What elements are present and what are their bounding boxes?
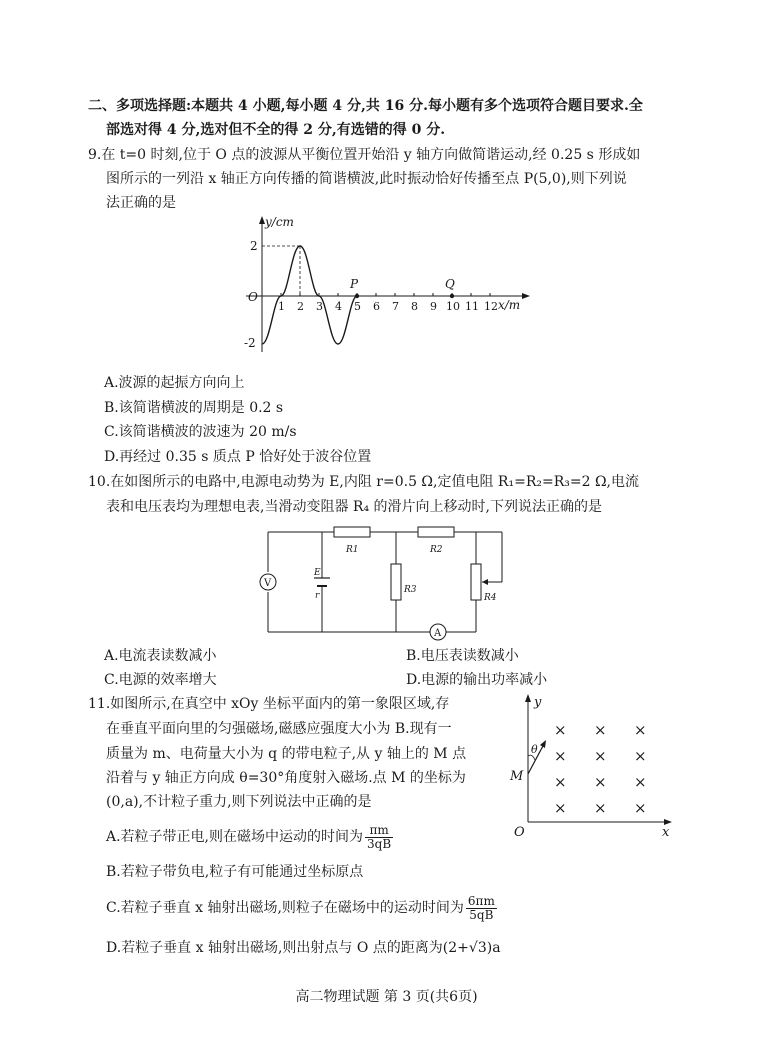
q11-option-a bbox=[106, 822, 395, 852]
x-tick-label: 10 bbox=[446, 300, 460, 313]
r1-label: R1 bbox=[346, 545, 359, 555]
q10-option-d: D.电源的输出功率减小 bbox=[406, 672, 548, 688]
q11-stem-4: 沿着与 y 轴正方向成 θ=30°角度射入磁场.点 M 的坐标为 bbox=[106, 770, 466, 786]
section-heading-cont: 部选对得 4 分,选对但不全的得 2 分,有选错的得 0 分. bbox=[106, 122, 446, 138]
x-tick-label: 2 bbox=[297, 300, 304, 313]
x-tick-label: 9 bbox=[430, 300, 437, 313]
q11-option-a-denominator: 3qB bbox=[367, 836, 392, 851]
field-cross-icon: × bbox=[554, 773, 567, 791]
field-y-axis-label: y bbox=[534, 695, 542, 710]
field-origin-label: O bbox=[514, 825, 525, 840]
q10-stem-2: 表和电压表均为理想电表,当滑动变阻器 R₄ 的滑片向上移动时,下列说法正确的是 bbox=[106, 499, 602, 515]
rheostat-r4 bbox=[471, 564, 481, 600]
q10-option-a: A.电流表读数减小 bbox=[104, 648, 217, 664]
r3-label: R3 bbox=[404, 585, 417, 595]
point-p-label: P bbox=[350, 277, 359, 291]
graph-y-tick-neg2: -2 bbox=[244, 336, 256, 350]
rheostat-slider-icon bbox=[482, 579, 488, 585]
x-tick-label: 12 bbox=[484, 300, 498, 313]
point-q-label: Q bbox=[445, 277, 455, 291]
field-cross-icon: × bbox=[634, 799, 647, 817]
q9-wave-graph bbox=[236, 212, 536, 357]
field-cross-icon: × bbox=[594, 747, 607, 765]
q9-option-a: A.波源的起振方向向上 bbox=[104, 375, 245, 391]
field-x-axis-label: x bbox=[662, 825, 670, 840]
graph-x-label: x/m bbox=[498, 298, 521, 312]
wave-curve bbox=[262, 246, 357, 344]
point-p-marker bbox=[355, 294, 359, 298]
x-tick-label: 11 bbox=[465, 300, 479, 313]
q9-stem-1: 9.在 t=0 时刻,位于 O 点的波源从平衡位置开始沿 y 轴方向做简谐运动,经 0.25 s 形成如 bbox=[88, 147, 641, 163]
q10-stem-1: 10.在如图所示的电路中,电源电动势为 E,内阻 r=0.5 Ω,定值电阻 R₁=R₂=R₃=2 Ω,电流 bbox=[88, 474, 639, 490]
q11-option-d: D.若粒子垂直 x 轴射出磁场,则出射点与 O 点的距离为(2+√3)a bbox=[106, 940, 501, 956]
q11-option-c-text: C.若粒子垂直 x 轴射出磁场,则粒子在磁场中的运动时间为 bbox=[106, 900, 464, 916]
field-cross-icon: × bbox=[554, 799, 567, 817]
q9-option-b: B.该简谐横波的周期是 0.2 s bbox=[104, 400, 284, 416]
graph-y-label: y/cm bbox=[265, 215, 294, 229]
q11-option-b: B.若粒子带负电,粒子有可能通过坐标原点 bbox=[106, 864, 364, 880]
q10-option-b: B.电压表读数减小 bbox=[406, 648, 519, 664]
x-tick-label: 4 bbox=[335, 300, 342, 313]
graph-y-tick-2: 2 bbox=[250, 239, 258, 253]
page-footer: 高二物理试题 第 3 页(共6页) bbox=[295, 989, 478, 1005]
x-tick-label: 6 bbox=[373, 300, 380, 313]
field-cross-icon: × bbox=[634, 747, 647, 765]
theta-label: θ bbox=[531, 743, 538, 756]
x-tick-label: 8 bbox=[411, 300, 418, 313]
q11-option-c-numerator: 6πm bbox=[467, 893, 495, 908]
q9-stem-3: 法正确的是 bbox=[106, 195, 176, 211]
field-cross-icon: × bbox=[594, 773, 607, 791]
x-tick-label: 7 bbox=[392, 300, 399, 313]
r4-label: R4 bbox=[484, 593, 497, 603]
q9-stem-2: 图所示的一列沿 x 轴正方向传播的简谐横波,此时振动恰好传播至点 P(5,0),则下列说 bbox=[106, 171, 627, 187]
q11-option-c-denominator: 5qB bbox=[469, 907, 494, 922]
field-cross-icon: × bbox=[554, 747, 567, 765]
field-cross-icon: × bbox=[554, 721, 567, 739]
q11-stem-5: (0,a),不计粒子重力,则下列说法中正确的是 bbox=[106, 794, 372, 810]
internal-resistance-label: r bbox=[315, 591, 320, 601]
q11-stem-3: 质量为 m、电荷量大小为 q 的带电粒子,从 y 轴上的 M 点 bbox=[106, 746, 467, 762]
field-cross-icon: × bbox=[634, 721, 647, 739]
resistor-r1 bbox=[334, 527, 370, 537]
q11-stem-1: 11.如图所示,在真空中 xOy 坐标平面内的第一象限区域,存 bbox=[88, 696, 450, 712]
q10-circuit bbox=[258, 522, 528, 642]
ammeter-label: A bbox=[434, 628, 442, 639]
q11-magnetic-field-diagram bbox=[506, 690, 676, 840]
q11-option-a-text: A.若粒子带正电,则在磁场中运动的时间为 bbox=[106, 829, 364, 845]
point-m-label: M bbox=[510, 769, 524, 784]
q11-stem-2: 在垂直平面向里的匀强磁场,磁感应强度大小为 B.现有一 bbox=[106, 721, 452, 737]
voltmeter-label: V bbox=[264, 578, 272, 589]
field-cross-icon: × bbox=[594, 721, 607, 739]
q11-option-c bbox=[106, 893, 499, 923]
x-tick-label: 3 bbox=[316, 300, 323, 313]
resistor-r3 bbox=[391, 564, 401, 600]
velocity-arrowhead-icon bbox=[540, 740, 546, 748]
emf-label: E bbox=[314, 568, 321, 578]
q9-option-c: C.该简谐横波的波速为 20 m/s bbox=[104, 424, 297, 440]
point-q-marker bbox=[450, 294, 454, 298]
x-tick-label: 5 bbox=[354, 300, 361, 313]
graph-origin: O bbox=[248, 290, 258, 304]
section-heading: 二、多项选择题:本题共 4 小题,每小题 4 分,共 16 分.每小题有多个选项符合题目要求.全 bbox=[88, 98, 643, 114]
q10-option-c: C.电源的效率增大 bbox=[104, 672, 217, 688]
resistor-r2 bbox=[418, 527, 454, 537]
q11-option-c-fraction bbox=[466, 895, 497, 922]
q9-option-d: D.再经过 0.35 s 质点 P 恰好处于波谷位置 bbox=[104, 449, 372, 465]
field-cross-icon: × bbox=[594, 799, 607, 817]
q11-option-a-fraction bbox=[365, 824, 393, 851]
x-tick-label: 1 bbox=[278, 300, 285, 313]
r2-label: R2 bbox=[430, 545, 443, 555]
q11-option-a-numerator: πm bbox=[365, 824, 393, 838]
field-cross-icon: × bbox=[634, 773, 647, 791]
